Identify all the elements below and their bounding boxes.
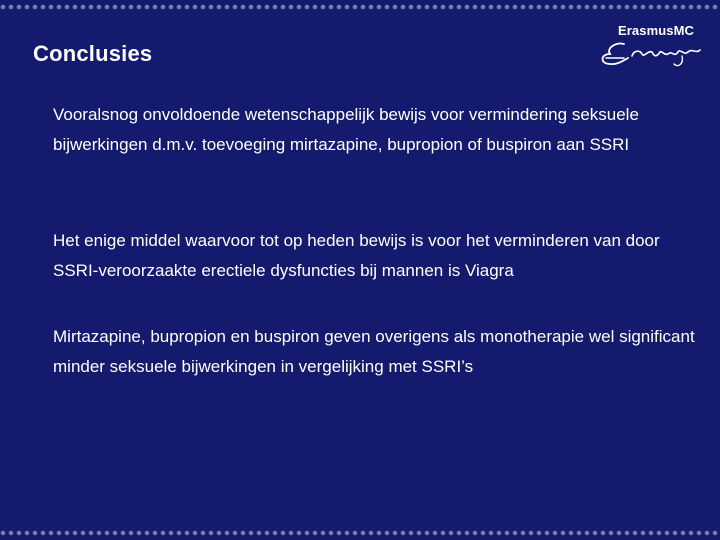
logo-wordmark: ErasmusMC [618, 23, 695, 38]
logo-signature-icon [598, 38, 710, 76]
slide-title: Conclusies [33, 41, 153, 66]
conclusion-paragraph-2: Het enige middel waarvoor tot op heden bewijs is voor het verminderen van door SSRI-veroorzaakte erectiele dysfuncties bij mannen is Viagra [53, 231, 660, 280]
top-dotted-border [0, 4, 720, 10]
bottom-dotted-border [0, 530, 720, 536]
conclusion-paragraph-1: Vooralsnog onvoldoende wetenschappelijk bewijs voor vermindering seksuele bijwerkingen d.m.v. toevoeging mirtazapine, bupropion of buspiron aan SSRI [53, 105, 639, 154]
conclusion-paragraph-3: Mirtazapine, bupropion en buspiron geven overigens als monotherapie wel significant minder seksuele bijwerkingen in vergelijking met SSRI’s [53, 327, 695, 376]
erasmus-mc-logo [598, 20, 710, 76]
